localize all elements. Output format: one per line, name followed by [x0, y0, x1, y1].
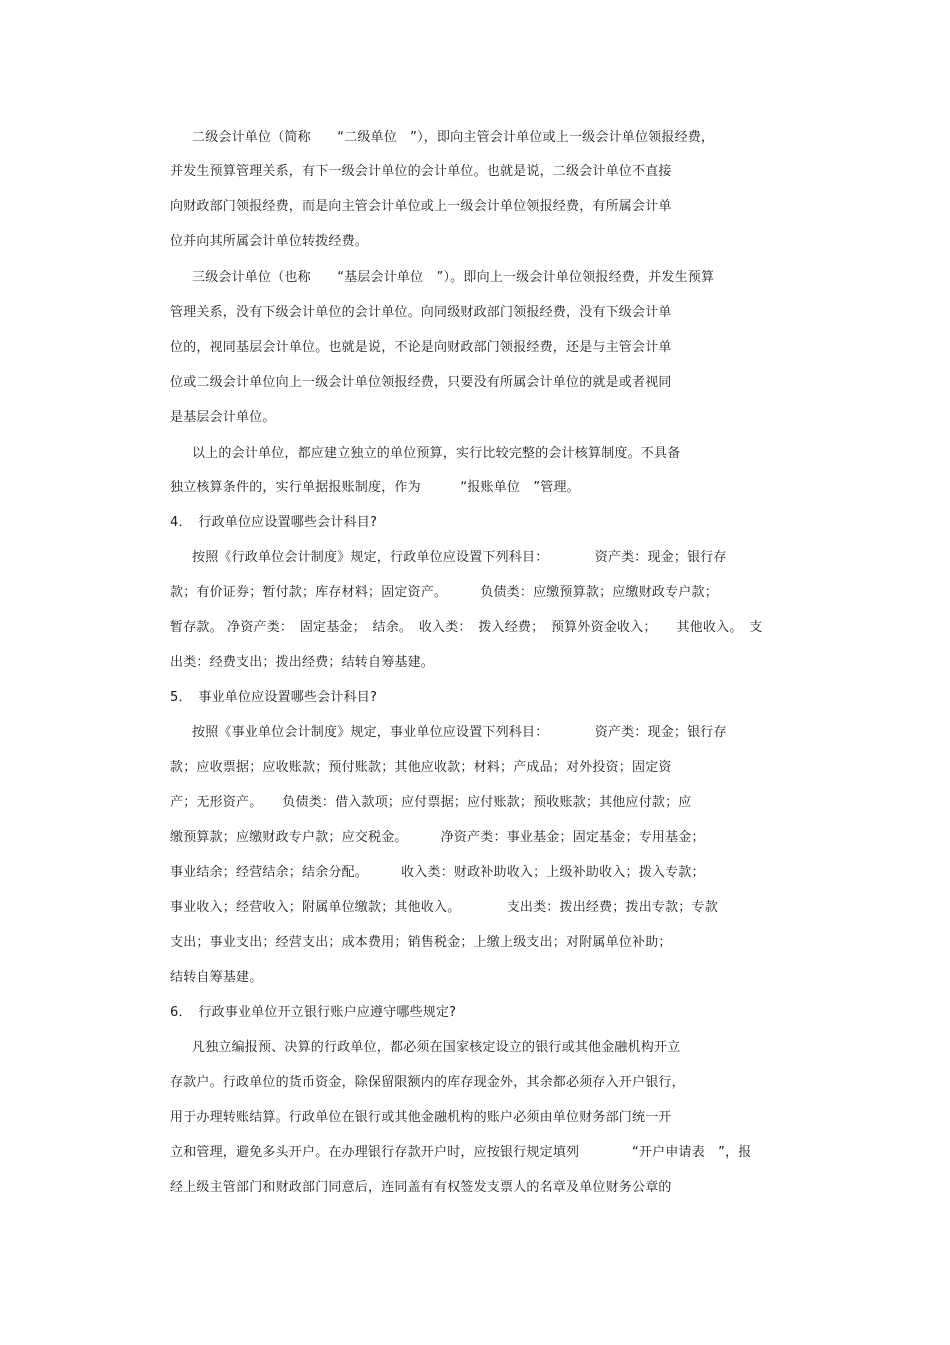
paragraph-line: 结转自筹基建。 [170, 970, 263, 985]
paragraph-line: 用于办理转账结算。行政单位在银行或其他金融机构的账户必须由单位财务部门统一开 [170, 1110, 672, 1125]
paragraph-line: 缴预算款；应缴财政专户款；应交税金。 净资产类：事业基金；固定基金；专用基金； [170, 830, 705, 845]
paragraph-line: 凡独立编报预、决算的行政单位，都必须在国家核定设立的银行或其他金融机构开立 [192, 1040, 681, 1055]
paragraph-line: 事业结余；经营结余；结余分配。 收入类：财政补助收入；上级补助收入；拨入专款； [170, 865, 705, 880]
paragraph-line: 三级会计单位（也称 “基层会计单位 ”）。即向上一级会计单位领报经费，并发生预算 [192, 270, 715, 285]
paragraph-line: 款；应收票据；应收账款；预付账款；其他应收款；材料；产成品；对外投资；固定资 [170, 760, 672, 775]
paragraph-line: 存款户。行政单位的货币资金，除保留限额内的库存现金外，其余都必须存入开户银行， [170, 1075, 685, 1090]
paragraph-line: 立和管理，避免多头开户。在办理银行存款开户时，应按银行规定填列 “开户申请表 ”，报 [170, 1145, 752, 1160]
paragraph-line: 产；无形资产。 负债类：借入款项；应付票据；应付账款；预收账款；其他应付款；应 [170, 795, 692, 810]
paragraph-line: 向财政部门领报经费，而是向主管会计单位或上一级会计单位领报经费，有所属会计单 [170, 199, 672, 214]
paragraph-line: 位的，视同基层会计单位。也就是说，不论是向财政部门领报经费，还是与主管会计单 [170, 340, 672, 355]
section-heading: 5． 事业单位应设置哪些会计科目? [170, 690, 378, 705]
paragraph-line: 以上的会计单位，都应建立独立的单位预算，实行比较完整的会计核算制度。不具备 [192, 446, 681, 461]
paragraph-line: 是基层会计单位。 [170, 410, 276, 425]
section-heading: 4． 行政单位应设置哪些会计科目? [170, 515, 378, 530]
section-heading: 6． 行政事业单位开立银行账户应遵守哪些规定? [170, 1005, 457, 1020]
paragraph-line: 出类：经费支出；拨出经费；结转自筹基建。 [170, 655, 435, 670]
paragraph-line: 二级会计单位（简称 “二级单位 ”），即向主管会计单位或上一级会计单位领报经费， [192, 130, 715, 145]
paragraph-line: 款；有价证券；暂付款；库存材料；固定资产。 负债类：应缴预算款；应缴财政专户款； [170, 585, 718, 600]
paragraph-line: 管理关系，没有下级会计单位的会计单位。向同级财政部门领报经费，没有下级会计单 [170, 305, 672, 320]
paragraph-line: 独立核算条件的，实行单据报账制度，作为 “报账单位 ”管理。 [170, 480, 580, 495]
paragraph-line: 位或二级会计单位向上一级会计单位领报经费，只要没有所属会计单位的就是或者视同 [170, 375, 672, 390]
paragraph-line: 暂存款。 净资产类： 固定基金； 结余。 收入类： 拨入经费； 预算外资金收入； 其他收入。 支 [170, 620, 763, 635]
paragraph-line: 并发生预算管理关系，有下一级会计单位的会计单位。也就是说，二级会计单位不直接 [170, 164, 672, 179]
paragraph-line: 支出；事业支出；经营支出；成本费用；销售税金；上缴上级支出；对附属单位补助； [170, 935, 672, 950]
paragraph-line: 经上级主管部门和财政部门同意后，连同盖有有权签发支票人的名章及单位财务公章的 [170, 1180, 672, 1195]
paragraph-line: 位并向其所属会计单位转拨经费。 [170, 234, 369, 249]
paragraph-line: 按照《事业单位会计制度》规定，事业单位应设置下列科目： 资产类：现金；银行存 [192, 725, 727, 740]
paragraph-line: 按照《行政单位会计制度》规定，行政单位应设置下列科目： 资产类：现金；银行存 [192, 550, 727, 565]
paragraph-line: 事业收入；经营收入；附属单位缴款；其他收入。 支出类：拨出经费；拨出专款；专款 [170, 900, 718, 915]
